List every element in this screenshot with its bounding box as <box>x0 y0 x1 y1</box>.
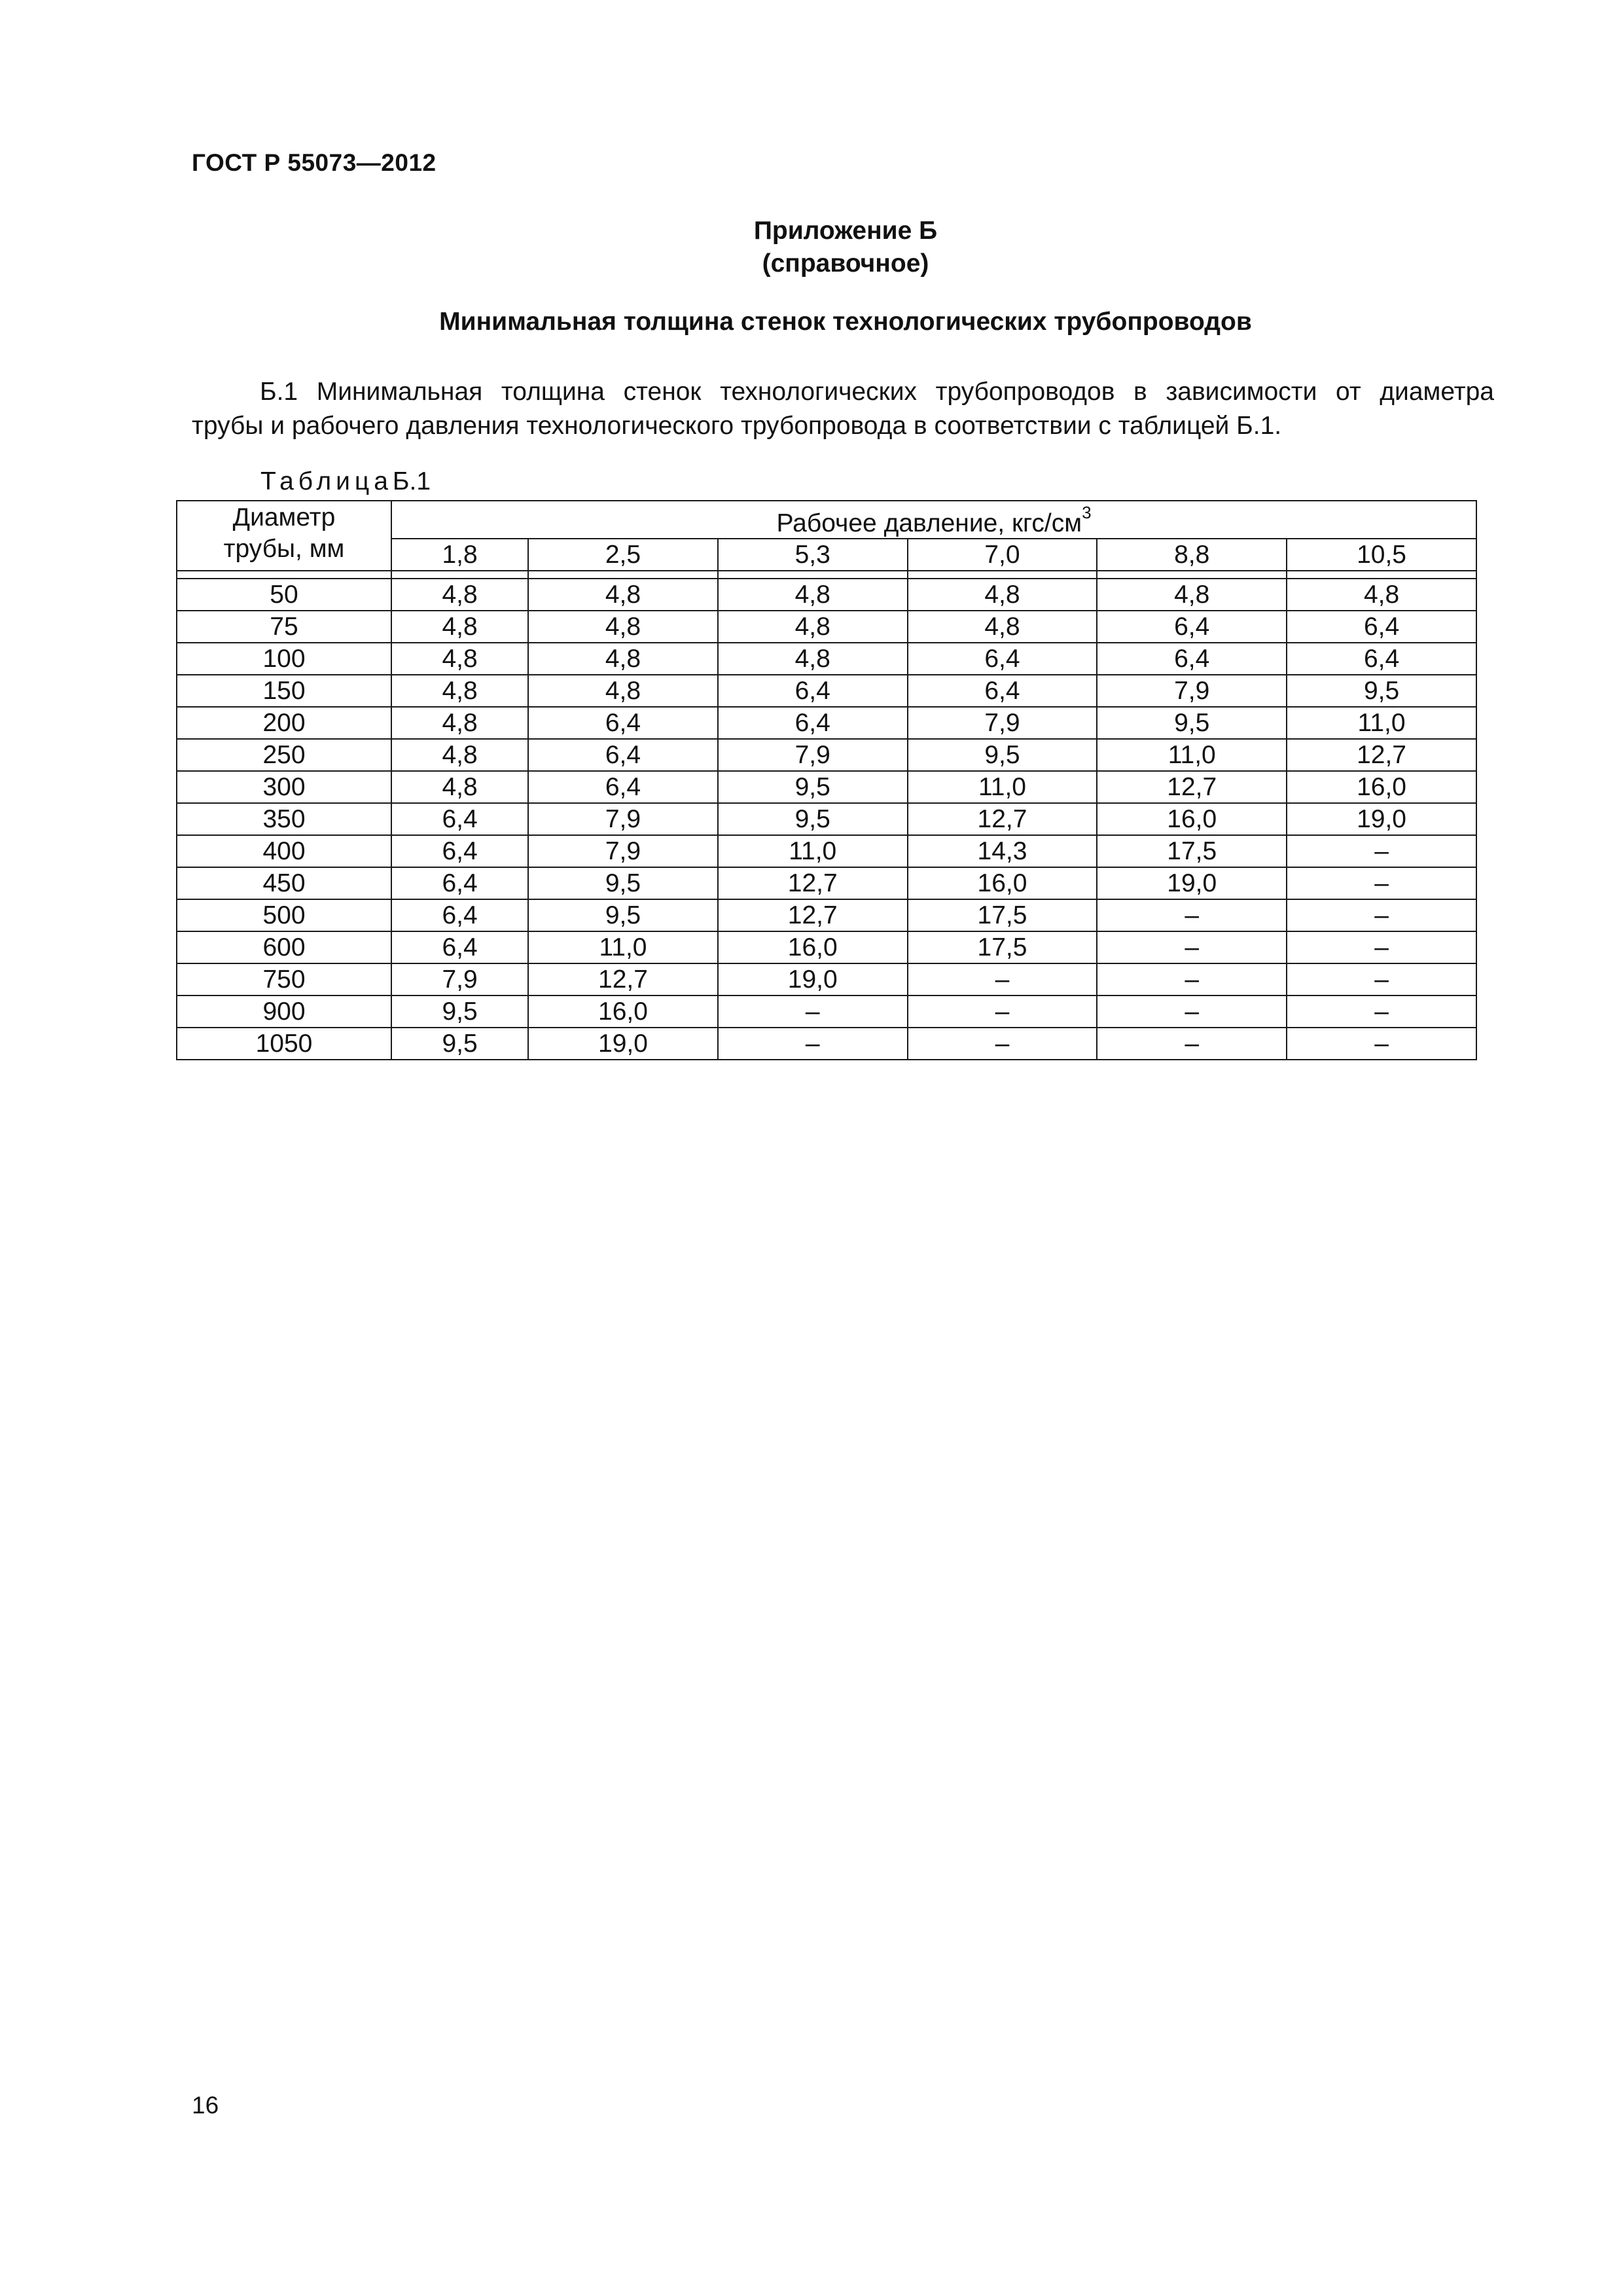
cell-thickness: – <box>1097 1028 1287 1060</box>
table-row <box>177 963 1476 996</box>
spacer-cell <box>1287 571 1476 579</box>
table-row <box>177 867 1476 899</box>
cell-diameter: 400 <box>177 835 391 867</box>
cell-thickness: 12,7 <box>718 899 908 931</box>
wall-thickness-table <box>176 500 1477 1060</box>
cell-thickness: 4,8 <box>908 579 1097 611</box>
cell-thickness: 9,5 <box>1287 675 1476 707</box>
cell-thickness: 12,7 <box>718 867 908 899</box>
cell-thickness: 6,4 <box>1287 643 1476 675</box>
header-diameter-line2: трубы, мм <box>223 535 345 563</box>
cell-thickness: 4,8 <box>528 579 718 611</box>
spacer-cell <box>528 571 718 579</box>
table-row <box>177 611 1476 643</box>
cell-thickness: 4,8 <box>528 643 718 675</box>
cell-thickness: 19,0 <box>1097 867 1287 899</box>
header-pressure-value: 2,5 <box>528 539 718 571</box>
cell-thickness: 11,0 <box>1097 739 1287 771</box>
cell-thickness: – <box>718 996 908 1028</box>
document-code: ГОСТ Р 55073—2012 <box>192 149 437 176</box>
cell-thickness: 4,8 <box>391 707 528 739</box>
cell-thickness: 4,8 <box>528 675 718 707</box>
cell-thickness: 11,0 <box>1287 707 1476 739</box>
table-header-row <box>177 501 1476 539</box>
spacer-cell <box>718 571 908 579</box>
cell-thickness: 12,7 <box>1097 771 1287 803</box>
paragraph-line: трубы и рабочего давления технологического трубопровода в соответствии с таблицей Б.1. <box>192 412 1282 440</box>
cell-thickness: 7,9 <box>1097 675 1287 707</box>
table-caption-number: Б.1 <box>392 467 431 495</box>
table-body <box>177 579 1476 1060</box>
header-pressure-value: 7,0 <box>908 539 1097 571</box>
table-row <box>177 579 1476 611</box>
table-row <box>177 771 1476 803</box>
cell-diameter: 600 <box>177 931 391 963</box>
table-row <box>177 899 1476 931</box>
page-number: 16 <box>192 2092 219 2119</box>
cell-thickness: 11,0 <box>908 771 1097 803</box>
cell-thickness: 4,8 <box>391 579 528 611</box>
cell-thickness: 17,5 <box>908 899 1097 931</box>
header-pressure-value: 10,5 <box>1287 539 1476 571</box>
cell-diameter: 75 <box>177 611 391 643</box>
cell-thickness: 7,9 <box>718 739 908 771</box>
cell-diameter: 1050 <box>177 1028 391 1060</box>
cell-thickness: 9,5 <box>391 1028 528 1060</box>
cell-thickness: 6,4 <box>391 835 528 867</box>
section-title: Минимальная толщина стенок технологических трубопроводов <box>439 308 1252 336</box>
cell-thickness: 9,5 <box>718 771 908 803</box>
cell-thickness: – <box>1097 899 1287 931</box>
cell-thickness: 4,8 <box>391 611 528 643</box>
cell-thickness: 6,4 <box>1097 611 1287 643</box>
cell-thickness: 4,8 <box>718 579 908 611</box>
cell-thickness: – <box>1287 996 1476 1028</box>
cell-thickness: 16,0 <box>908 867 1097 899</box>
cell-thickness: 6,4 <box>1097 643 1287 675</box>
table-row <box>177 707 1476 739</box>
table-row <box>177 996 1476 1028</box>
cell-thickness: – <box>1287 867 1476 899</box>
appendix-title: Приложение Б <box>753 217 938 245</box>
cell-thickness: 6,4 <box>391 867 528 899</box>
cell-thickness: 4,8 <box>908 611 1097 643</box>
table-row <box>177 1028 1476 1060</box>
cell-thickness: 11,0 <box>718 835 908 867</box>
cell-thickness: – <box>1287 899 1476 931</box>
header-pressure-value: 5,3 <box>718 539 908 571</box>
table-row <box>177 643 1476 675</box>
cell-thickness: 4,8 <box>391 643 528 675</box>
table-spacer-row <box>177 571 1476 579</box>
cell-diameter: 350 <box>177 803 391 835</box>
cell-thickness: 9,5 <box>1097 707 1287 739</box>
cell-thickness: 12,7 <box>528 963 718 996</box>
cell-thickness: – <box>1097 931 1287 963</box>
cell-thickness: 6,4 <box>528 739 718 771</box>
cell-thickness: 6,4 <box>908 643 1097 675</box>
cell-thickness: 17,5 <box>1097 835 1287 867</box>
cell-thickness: – <box>1097 996 1287 1028</box>
header-pressure-superscript: 3 <box>1082 503 1092 522</box>
cell-thickness: 4,8 <box>1097 579 1287 611</box>
cell-thickness: 12,7 <box>908 803 1097 835</box>
cell-thickness: 12,7 <box>1287 739 1476 771</box>
header-pressure-value: 8,8 <box>1097 539 1287 571</box>
cell-thickness: 16,0 <box>1287 771 1476 803</box>
cell-thickness: 17,5 <box>908 931 1097 963</box>
cell-diameter: 450 <box>177 867 391 899</box>
cell-thickness: 6,4 <box>718 707 908 739</box>
cell-thickness: – <box>718 1028 908 1060</box>
cell-thickness: 16,0 <box>718 931 908 963</box>
cell-thickness: 9,5 <box>528 899 718 931</box>
cell-thickness: 4,8 <box>391 771 528 803</box>
table-row <box>177 835 1476 867</box>
cell-thickness: 6,4 <box>528 707 718 739</box>
cell-thickness: 11,0 <box>528 931 718 963</box>
cell-thickness: 16,0 <box>528 996 718 1028</box>
table-caption <box>260 467 431 496</box>
cell-thickness: 9,5 <box>718 803 908 835</box>
cell-diameter: 500 <box>177 899 391 931</box>
spacer-cell <box>908 571 1097 579</box>
cell-thickness: 7,9 <box>528 835 718 867</box>
cell-thickness: 6,4 <box>391 803 528 835</box>
cell-thickness: 4,8 <box>1287 579 1476 611</box>
cell-thickness: 6,4 <box>391 899 528 931</box>
cell-thickness: 19,0 <box>528 1028 718 1060</box>
spacer-cell <box>177 571 391 579</box>
table-row <box>177 803 1476 835</box>
cell-thickness: 9,5 <box>908 739 1097 771</box>
cell-diameter: 200 <box>177 707 391 739</box>
cell-thickness: – <box>1287 963 1476 996</box>
cell-thickness: 4,8 <box>391 675 528 707</box>
cell-thickness: 19,0 <box>1287 803 1476 835</box>
paragraph-line: Б.1 Минимальная толщина стенок технологических трубопроводов в зависимости от диаметра <box>260 378 1494 406</box>
cell-thickness: 6,4 <box>908 675 1097 707</box>
cell-diameter: 150 <box>177 675 391 707</box>
appendix-subtitle: (справочное) <box>762 249 929 278</box>
header-diameter-line1: Диаметр <box>232 503 336 531</box>
table-row <box>177 931 1476 963</box>
cell-thickness: 7,9 <box>528 803 718 835</box>
cell-diameter: 900 <box>177 996 391 1028</box>
cell-thickness: 4,8 <box>528 611 718 643</box>
cell-thickness: – <box>908 1028 1097 1060</box>
cell-thickness: 14,3 <box>908 835 1097 867</box>
cell-thickness: 7,9 <box>391 963 528 996</box>
cell-thickness: 9,5 <box>391 996 528 1028</box>
header-pressure <box>391 501 1476 539</box>
header-diameter <box>177 501 391 571</box>
cell-thickness: 19,0 <box>718 963 908 996</box>
paragraph-b1 <box>192 375 1494 443</box>
table-caption-label: Таблица <box>260 467 393 495</box>
header-pressure-value: 1,8 <box>391 539 528 571</box>
cell-thickness: 4,8 <box>718 643 908 675</box>
cell-thickness: – <box>1287 1028 1476 1060</box>
cell-thickness: 4,8 <box>391 739 528 771</box>
cell-thickness: 7,9 <box>908 707 1097 739</box>
cell-thickness: 9,5 <box>528 867 718 899</box>
table-row <box>177 739 1476 771</box>
cell-thickness: – <box>1097 963 1287 996</box>
cell-thickness: 4,8 <box>718 611 908 643</box>
cell-thickness: – <box>1287 835 1476 867</box>
cell-thickness: – <box>908 963 1097 996</box>
table-row <box>177 675 1476 707</box>
cell-thickness: 6,4 <box>528 771 718 803</box>
cell-diameter: 100 <box>177 643 391 675</box>
cell-thickness: 6,4 <box>1287 611 1476 643</box>
cell-thickness: – <box>908 996 1097 1028</box>
cell-thickness: 16,0 <box>1097 803 1287 835</box>
cell-thickness: – <box>1287 931 1476 963</box>
spacer-cell <box>1097 571 1287 579</box>
cell-diameter: 250 <box>177 739 391 771</box>
cell-diameter: 750 <box>177 963 391 996</box>
cell-diameter: 300 <box>177 771 391 803</box>
cell-thickness: 6,4 <box>718 675 908 707</box>
header-pressure-text: Рабочее давление, кгс/см <box>776 509 1082 537</box>
cell-thickness: 6,4 <box>391 931 528 963</box>
spacer-cell <box>391 571 528 579</box>
cell-diameter: 50 <box>177 579 391 611</box>
